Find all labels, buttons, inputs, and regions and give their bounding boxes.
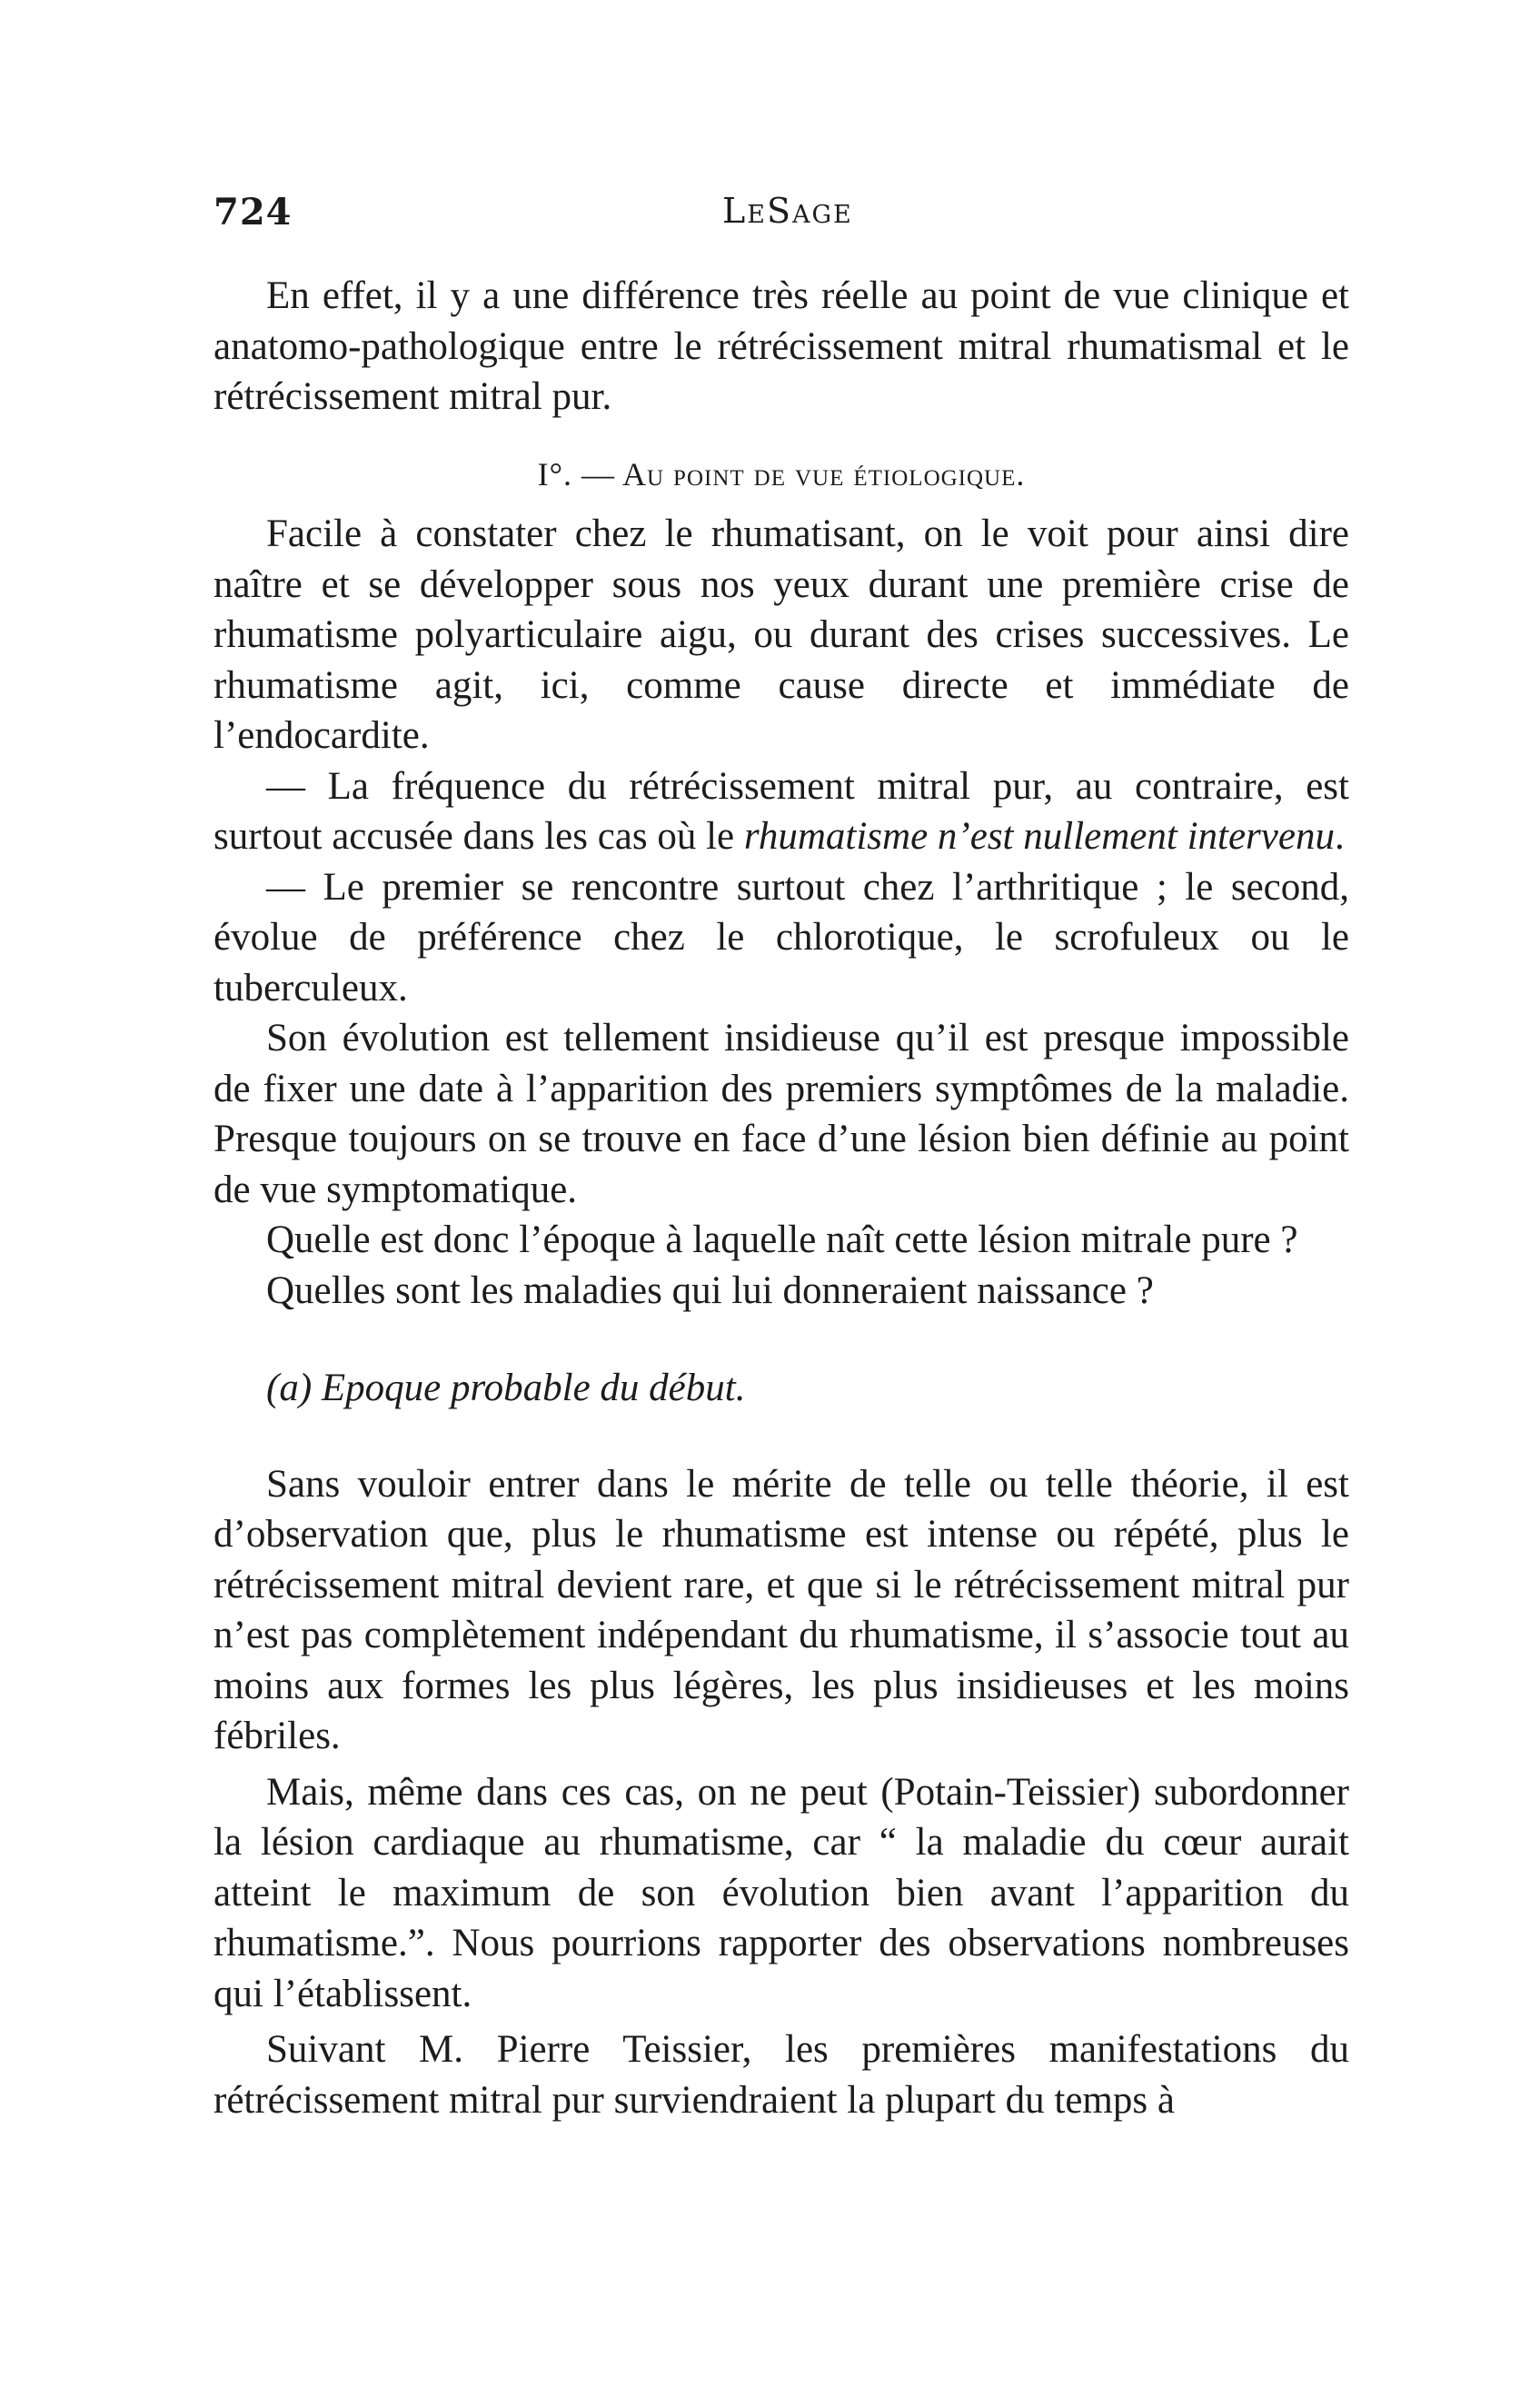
paragraph: — Le premier se rencontre surtout chez l’arthritique ; le second, évolue de préférence chez le chlorotique, le scrofuleux ou le tuberculeux. xyxy=(214,865,1349,1010)
paragraph-text: . xyxy=(1334,815,1345,858)
paragraph: Suivant M. Pierre Teissier, les premières manifestations du rétrécissement mitral pur surviendraient la plupart du temps à xyxy=(214,2028,1349,2122)
page-header xyxy=(214,191,1349,245)
paragraph: Sans vouloir entrer dans le mérite de telle ou telle théorie, il est d’observation que, plus le rhumatisme est intense ou répété, plus le rétrécissement mitral devient rare, et que si le rétrécissement mitral pur n’est pas complètement indépendant du rhumatisme, il s’associe tout au moins aux formes les plus légères, les plus insidieuses et les moins fébriles. xyxy=(214,1462,1349,1757)
body-text xyxy=(214,271,1349,2125)
italic-emphasis: rhumatisme n’est nullement intervenu xyxy=(743,815,1335,858)
page-number: 724 xyxy=(214,191,293,234)
paragraph: Son évolution est tellement insidieuse qu’il est presque impossible de fixer une date à l’apparition des premiers symptômes de la maladie. Presque toujours on se trouve en face d’une lésion bien définie au point de vue symptomatique. xyxy=(214,1017,1349,1211)
paragraph: Quelle est donc l’époque à laquelle naît cette lésion mitrale pure ? xyxy=(266,1218,1298,1261)
paragraph xyxy=(214,761,1349,862)
section-heading: I°. — Au point de vue étiologique. xyxy=(537,455,1026,492)
paragraph: Quelles sont les maladies qui lui donneraient naissance ? xyxy=(266,1268,1154,1312)
paragraph-text: — La fréquence du rétrécissement mitral pur, au contraire, est surtout accusée dans les cas où le xyxy=(214,764,1349,858)
paragraph: Mais, même dans ces cas, on ne peut (Potain-Teissier) subordonner la lésion cardiaque au rhumatisme, car “ la maladie du cœur aurait atteint le maximum de son évolution bien avant l’apparition du rhumatisme.”. Nous pourrions rapporter des observations nombreuses qui l’établissent. xyxy=(214,1770,1349,2015)
paragraph: Facile à constater chez le rhumatisant, on le voit pour ainsi dire naître et se développer sous nos yeux durant une première crise de rhumatisme polyarticulaire aigu, ou durant des crises successives. Le rhumatisme agit, ici, comme cause directe et immédiate de l’endocardite. xyxy=(214,512,1349,757)
paragraph: En effet, il y a une différence très réelle au point de vue clinique et anatomo-pathologique entre le rétrécissement mitral rhumatismal et le rétrécissement mitral pur. xyxy=(214,274,1349,418)
running-head: LeSage xyxy=(722,191,853,231)
sub-heading: (a) Epoque probable du début. xyxy=(266,1367,746,1409)
